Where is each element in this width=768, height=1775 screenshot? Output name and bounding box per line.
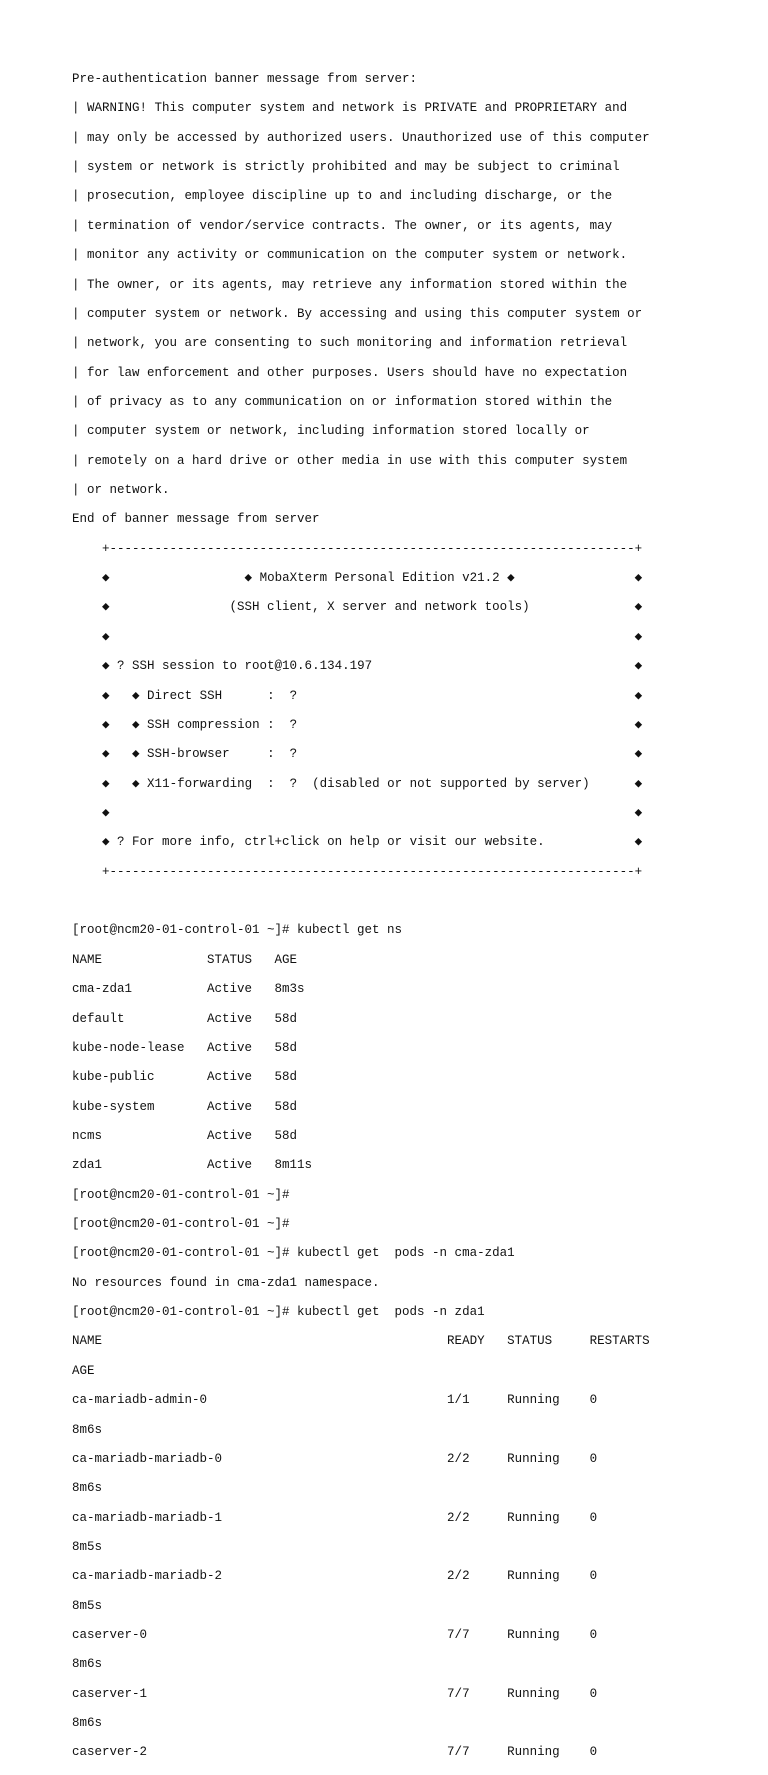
prompt-line: [root@ncm20-01-control-01 ~]# [72, 1217, 290, 1232]
output-line: 8m6s [72, 1422, 103, 1437]
banner-border-line: +----------------------------------------------------------------------+ [72, 864, 643, 879]
terminal-line: End of banner message from server [72, 512, 320, 527]
terminal-line [72, 894, 752, 909]
output-line: ca-mariadb-mariadb-0 2/2 Running 0 [72, 1451, 598, 1466]
output-line: caserver-1 7/7 Running 0 [72, 1686, 598, 1701]
terminal-line: | may only be accessed by authorized users. Unauthorized use of this computer [72, 130, 650, 145]
output-line: ca-mariadb-mariadb-2 2/2 Running 0 [72, 1569, 598, 1584]
output-line: ca-mariadb-admin-0 1/1 Running 0 [72, 1393, 598, 1408]
banner-line: ◆ ◆ MobaXterm Personal Edition v21.2 ◆ ◆ [72, 571, 643, 586]
output-line: 8m5s [72, 1598, 103, 1613]
terminal-line: | remotely on a hard drive or other media in use with this computer system [72, 453, 628, 468]
terminal-line: | WARNING! This computer system and network is PRIVATE and PROPRIETARY and [72, 101, 628, 116]
output-line: 8m6s [72, 1657, 103, 1672]
output-line: NAME STATUS AGE [72, 952, 298, 967]
output-line: 8m5s [72, 1539, 103, 1554]
terminal-line: | prosecution, employee discipline up to and including discharge, or the [72, 189, 613, 204]
prompt-line: [root@ncm20-01-control-01 ~]# kubectl get pods -n zda1 [72, 1305, 485, 1320]
output-line: caserver-2 7/7 Running 0 [72, 1745, 598, 1760]
banner-line: ◆ ◆ [72, 629, 643, 644]
terminal-line: | of privacy as to any communication on or information stored within the [72, 394, 613, 409]
terminal-line: | network, you are consenting to such monitoring and information retrieval [72, 336, 628, 351]
banner-line: ◆ ◆ [72, 805, 643, 820]
terminal-line: | for law enforcement and other purposes. Users should have no expectation [72, 365, 628, 380]
output-line: kube-system Active 58d [72, 1099, 298, 1114]
prompt-line: [root@ncm20-01-control-01 ~]# [72, 1187, 290, 1202]
terminal-line: | computer system or network, including information stored locally or [72, 424, 590, 439]
banner-line: ◆ ◆ X11-forwarding : ? (disabled or not supported by server) ◆ [72, 776, 643, 791]
banner-line: ◆ ◆ Direct SSH : ? ◆ [72, 688, 643, 703]
output-line: NAME READY STATUS RESTARTS [72, 1334, 650, 1349]
terminal-line: | termination of vendor/service contracts. The owner, or its agents, may [72, 218, 613, 233]
output-line: caserver-0 7/7 Running 0 [72, 1628, 598, 1643]
terminal-output[interactable] [72, 72, 752, 1775]
output-line: No resources found in cma-zda1 namespace. [72, 1275, 380, 1290]
output-line: default Active 58d [72, 1011, 298, 1026]
output-line: kube-node-lease Active 58d [72, 1040, 298, 1055]
output-line: 8m6s [72, 1716, 103, 1731]
prompt-line: [root@ncm20-01-control-01 ~]# kubectl get ns [72, 923, 403, 938]
output-line: 8m6s [72, 1481, 103, 1496]
terminal-line: | monitor any activity or communication on the computer system or network. [72, 248, 628, 263]
banner-line: ◆ ? SSH session to root@10.6.134.197 ◆ [72, 659, 643, 674]
banner-line: ◆ ◆ SSH compression : ? ◆ [72, 717, 643, 732]
terminal-line: | or network. [72, 483, 170, 498]
banner-border-line: +----------------------------------------------------------------------+ [72, 541, 643, 556]
output-line: kube-public Active 58d [72, 1070, 298, 1085]
output-line: ca-mariadb-mariadb-1 2/2 Running 0 [72, 1510, 598, 1525]
output-line: cma-zda1 Active 8m3s [72, 982, 305, 997]
terminal-line: | system or network is strictly prohibited and may be subject to criminal [72, 160, 620, 175]
prompt-line: [root@ncm20-01-control-01 ~]# kubectl get pods -n cma-zda1 [72, 1246, 515, 1261]
output-line: AGE [72, 1363, 95, 1378]
banner-line: ◆ ◆ SSH-browser : ? ◆ [72, 747, 643, 762]
terminal-line: | The owner, or its agents, may retrieve any information stored within the [72, 277, 628, 292]
terminal-line: Pre-authentication banner message from server: [72, 72, 418, 86]
output-line: zda1 Active 8m11s [72, 1158, 313, 1173]
terminal-line: | computer system or network. By accessing and using this computer system or [72, 306, 643, 321]
banner-line: ◆ ? For more info, ctrl+click on help or visit our website. ◆ [72, 835, 643, 850]
output-line: ncms Active 58d [72, 1128, 298, 1143]
banner-line: ◆ (SSH client, X server and network tools) ◆ [72, 600, 643, 615]
